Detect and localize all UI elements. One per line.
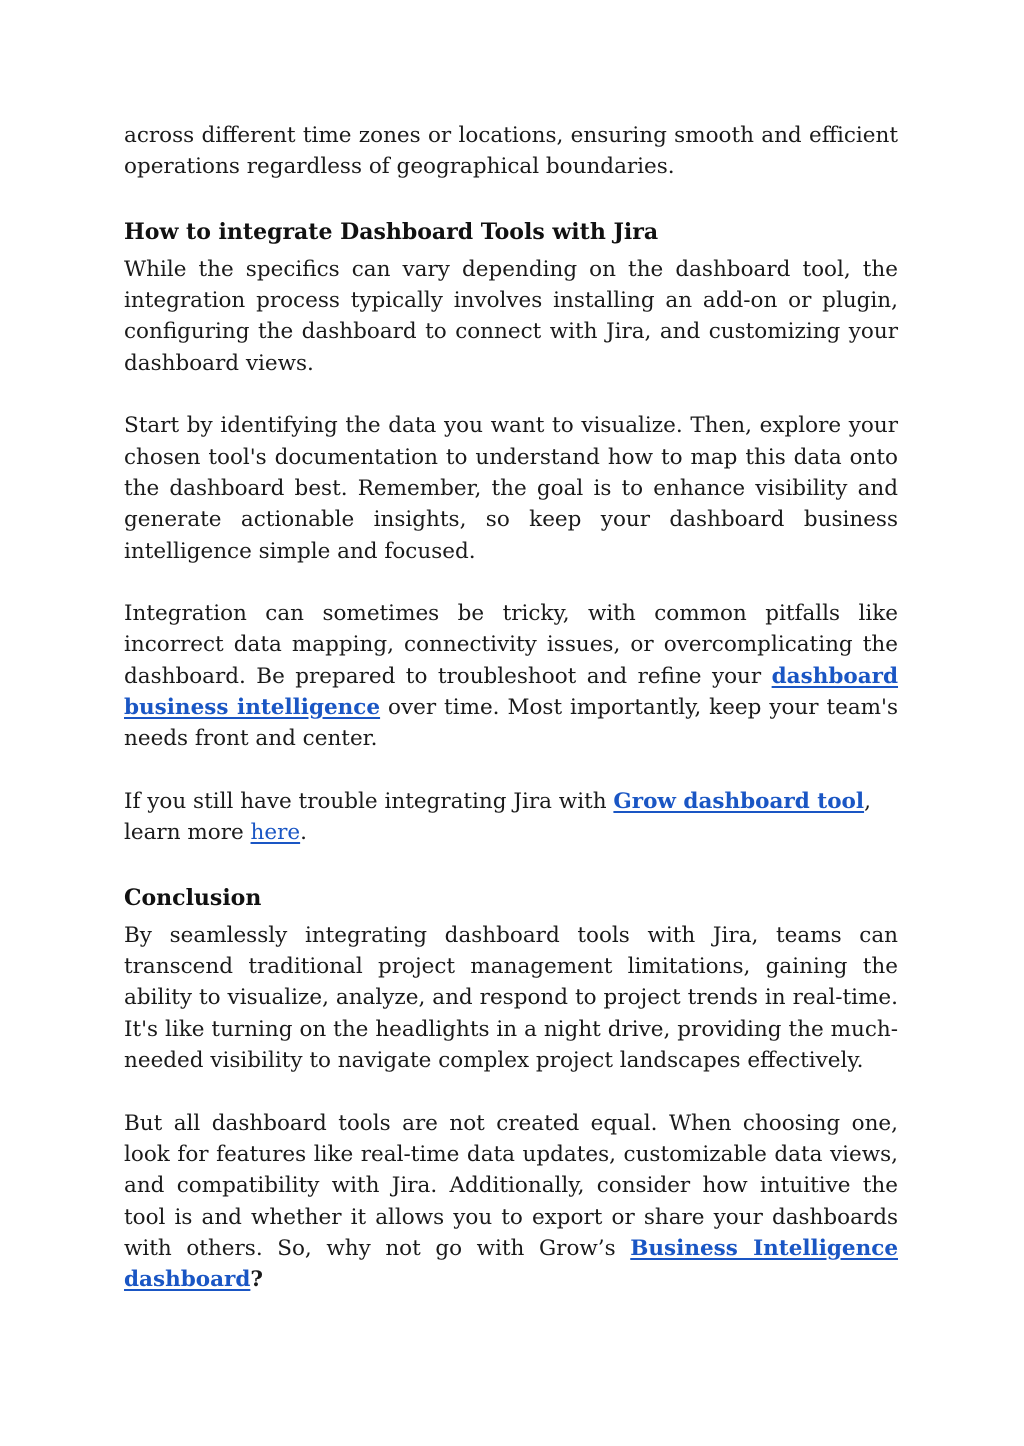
integration-paragraph-3 <box>124 598 898 754</box>
business-intelligence-dashboard-link[interactable]: Business Intelligence dashboard <box>124 1235 898 1293</box>
section-heading-conclusion: Conclusion <box>124 884 262 911</box>
conclusion-paragraph-2 <box>124 1108 898 1296</box>
text-span: If you still have trouble integrating Jira with <box>124 788 614 814</box>
text-span: , learn more <box>124 788 871 846</box>
integration-paragraph-4 <box>124 786 898 849</box>
integration-paragraph-2: Start by identifying the data you want to visualize. Then, explore your chosen tool's documentation to understand how to map this data onto the dashboard best. Remember, the goal is to enhance visibility and generate actionable insights, so keep your dashboard business intelligence simple and focused. <box>124 413 898 564</box>
question-mark: ? <box>250 1267 263 1293</box>
dashboard-business-intelligence-link[interactable]: dashboard business intelligence <box>124 663 898 721</box>
text-span: But all dashboard tools are not created equal. When choosing one, look for features like real-time data updates, customizable data views, and compatibility with Jira. Additionally, consider how intuitive the tool is and whether it allows you to export or share your dashboards with others. So, why not go with Grow’s <box>124 1110 898 1261</box>
integration-paragraph-1: While the specifics can vary depending on the dashboard tool, the integration process typically involves installing an add-on or plugin, configuring the dashboard to connect with Jira, and customizing your dashboard views. <box>124 256 898 376</box>
here-link[interactable]: here <box>250 820 301 846</box>
document-page <box>124 120 898 1295</box>
text-span: Integration can sometimes be tricky, with common pitfalls like incorrect data mapping, connectivity issues, or overcomplicating the dashboard. Be prepared to troubleshoot and refine your <box>124 601 898 689</box>
section-heading-integrate: How to integrate Dashboard Tools with Jira <box>124 218 659 245</box>
conclusion-paragraph-1: By seamlessly integrating dashboard tools with Jira, teams can transcend traditional project management limitations, gaining the ability to visualize, analyze, and respond to project trends in real-time. It's like turning on the headlights in a night drive, providing the much-needed visibility to navigate complex project landscapes effectively. <box>124 922 898 1074</box>
text-span: . <box>300 820 307 846</box>
text-span: over time. Most importantly, keep your team's needs front and center. <box>124 695 899 752</box>
grow-dashboard-tool-link[interactable]: Grow dashboard tool <box>613 788 865 814</box>
intro-paragraph: across different time zones or locations, ensuring smooth and efficient operations regardless of geographical boundaries. <box>124 123 898 180</box>
